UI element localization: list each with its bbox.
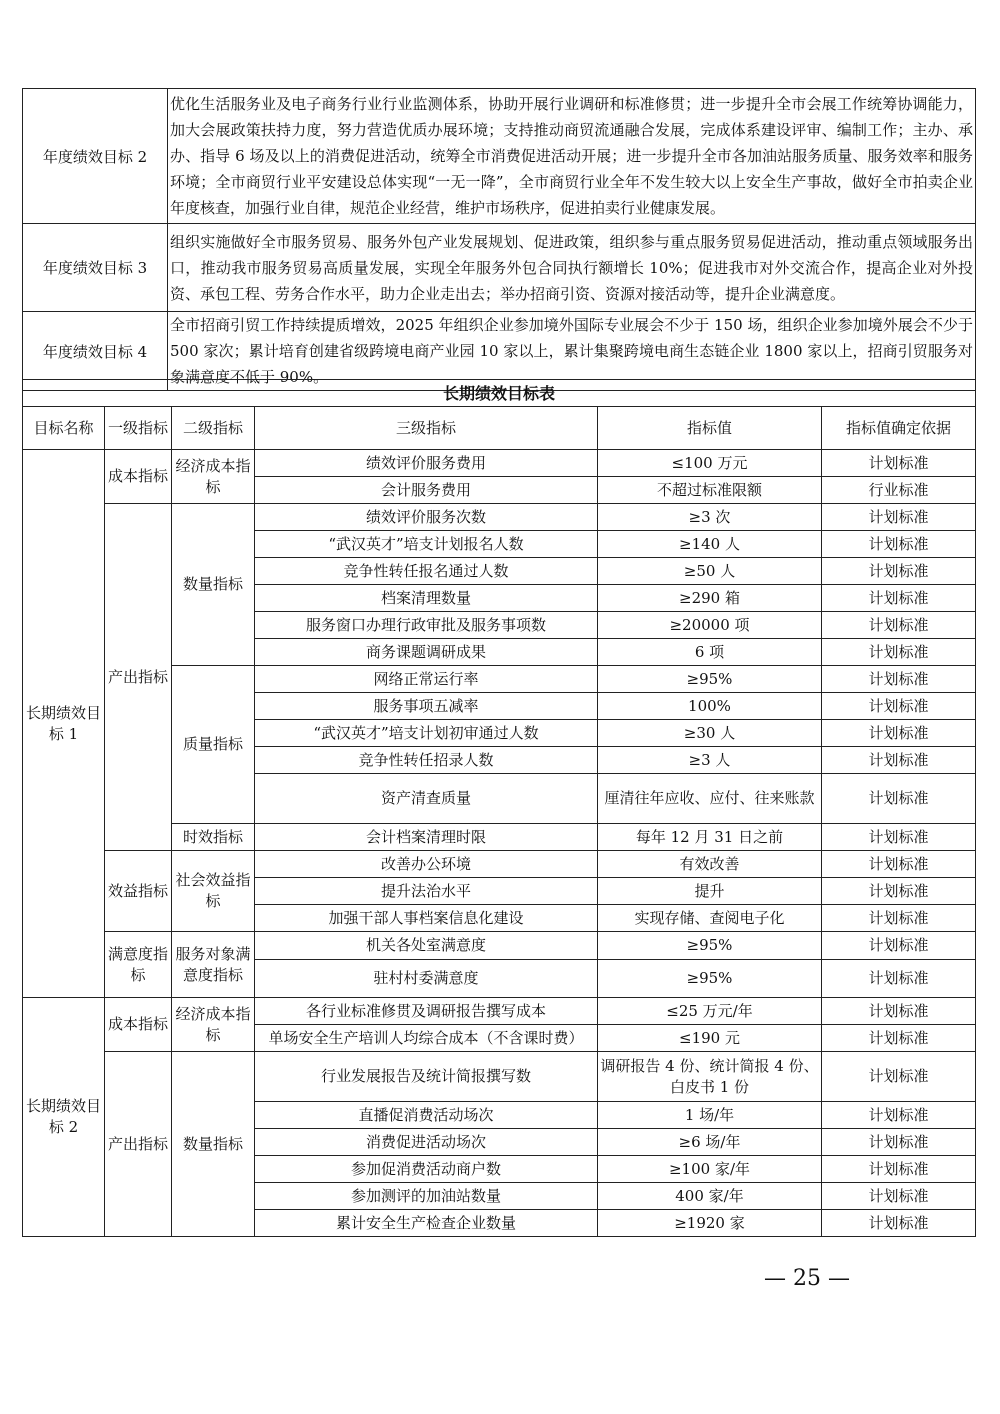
indicator-name: 服务事项五减率 bbox=[255, 693, 598, 720]
table-row bbox=[23, 450, 976, 477]
indicator-name: 服务窗口办理行政审批及服务事项数 bbox=[255, 612, 598, 639]
indicator-value: ≥140 人 bbox=[598, 531, 822, 558]
indicator-value: ≤190 元 bbox=[598, 1025, 822, 1052]
indicator-basis: 计划标准 bbox=[822, 639, 976, 666]
indicator-value: ≥95% bbox=[598, 666, 822, 693]
long-term-goals-table bbox=[22, 379, 976, 1237]
indicator-value: ≥95% bbox=[598, 932, 822, 960]
level1-indicator: 成本指标 bbox=[105, 998, 172, 1052]
level2-indicator: 质量指标 bbox=[172, 666, 255, 824]
indicator-name: 绩效评价服务次数 bbox=[255, 504, 598, 531]
goal-name: 长期绩效目标 2 bbox=[23, 998, 105, 1237]
indicator-value: ≤25 万元/年 bbox=[598, 998, 822, 1025]
indicator-basis: 计划标准 bbox=[822, 531, 976, 558]
indicator-value: ≥95% bbox=[598, 960, 822, 998]
indicator-basis: 计划标准 bbox=[822, 1052, 976, 1102]
column-header: 一级指标 bbox=[105, 407, 172, 450]
indicator-value: ≥20000 项 bbox=[598, 612, 822, 639]
indicator-name: 会计服务费用 bbox=[255, 477, 598, 504]
indicator-basis: 计划标准 bbox=[822, 666, 976, 693]
indicator-name: 累计安全生产检查企业数量 bbox=[255, 1210, 598, 1237]
indicator-value: 100% bbox=[598, 693, 822, 720]
indicator-basis: 计划标准 bbox=[822, 558, 976, 585]
indicator-basis: 计划标准 bbox=[822, 693, 976, 720]
indicator-name: 参加促消费活动商户数 bbox=[255, 1156, 598, 1183]
table-row bbox=[23, 851, 976, 878]
level2-indicator: 经济成本指标 bbox=[172, 998, 255, 1052]
annual-goal-text: 全市招商引贸工作持续提质增效，2025 年组织企业参加境外国际专业展会不少于 150 场，组织企业参加境外展会不少于 500 家次；累计培育创建省级跨境电商产业园 10 家以上，累计集聚跨境电商生态链企业 1800 家以上，招商引贸服务对象满意度不低于 90%。 bbox=[168, 312, 976, 391]
level1-indicator: 成本指标 bbox=[105, 450, 172, 504]
indicator-value: 400 家/年 bbox=[598, 1183, 822, 1210]
indicator-basis: 计划标准 bbox=[822, 450, 976, 477]
indicator-name: 竞争性转任招录人数 bbox=[255, 747, 598, 774]
indicator-value: ≥30 人 bbox=[598, 720, 822, 747]
indicator-name: 会计档案清理时限 bbox=[255, 824, 598, 851]
column-header: 三级指标 bbox=[255, 407, 598, 450]
level2-indicator: 经济成本指标 bbox=[172, 450, 255, 504]
indicator-value: ≥3 次 bbox=[598, 504, 822, 531]
indicator-name: 竞争性转任报名通过人数 bbox=[255, 558, 598, 585]
indicator-value: ≥6 场/年 bbox=[598, 1129, 822, 1156]
indicator-value: 厘清往年应收、应付、往来账款 bbox=[598, 774, 822, 824]
level1-indicator: 产出指标 bbox=[105, 504, 172, 851]
annual-goal-row bbox=[23, 89, 976, 224]
annual-goal-label: 年度绩效目标 4 bbox=[23, 312, 168, 391]
indicator-name: 行业发展报告及统计简报撰写数 bbox=[255, 1052, 598, 1102]
indicator-basis: 计划标准 bbox=[822, 1102, 976, 1129]
indicator-value: ≥290 箱 bbox=[598, 585, 822, 612]
indicator-value: ≤100 万元 bbox=[598, 450, 822, 477]
indicator-basis: 计划标准 bbox=[822, 747, 976, 774]
indicator-basis: 计划标准 bbox=[822, 1210, 976, 1237]
indicator-name: 绩效评价服务费用 bbox=[255, 450, 598, 477]
indicator-name: 网络正常运行率 bbox=[255, 666, 598, 693]
level2-indicator: 数量指标 bbox=[172, 1052, 255, 1237]
indicator-name: 驻村村委满意度 bbox=[255, 960, 598, 998]
indicator-basis: 计划标准 bbox=[822, 1156, 976, 1183]
indicator-name: 商务课题调研成果 bbox=[255, 639, 598, 666]
table-row bbox=[23, 407, 976, 450]
indicator-basis: 计划标准 bbox=[822, 585, 976, 612]
indicator-name: 提升法治水平 bbox=[255, 878, 598, 905]
indicator-name: “武汉英才”培支计划报名人数 bbox=[255, 531, 598, 558]
indicator-basis: 行业标准 bbox=[822, 477, 976, 504]
level2-indicator: 社会效益指标 bbox=[172, 851, 255, 932]
indicator-name: 参加测评的加油站数量 bbox=[255, 1183, 598, 1210]
table-row bbox=[23, 998, 976, 1025]
indicator-value: 1 场/年 bbox=[598, 1102, 822, 1129]
indicator-basis: 计划标准 bbox=[822, 960, 976, 998]
annual-goal-label: 年度绩效目标 3 bbox=[23, 224, 168, 312]
indicator-basis: 计划标准 bbox=[822, 905, 976, 932]
table-row bbox=[23, 504, 976, 531]
indicator-value: 有效改善 bbox=[598, 851, 822, 878]
indicator-name: 机关各处室满意度 bbox=[255, 932, 598, 960]
indicator-name: 消费促进活动场次 bbox=[255, 1129, 598, 1156]
level1-indicator: 效益指标 bbox=[105, 851, 172, 932]
table-row bbox=[23, 1052, 976, 1102]
table-row bbox=[23, 380, 976, 407]
column-header: 指标值确定依据 bbox=[822, 407, 976, 450]
indicator-name: 加强干部人事档案信息化建设 bbox=[255, 905, 598, 932]
annual-goal-label: 年度绩效目标 2 bbox=[23, 89, 168, 224]
indicator-value: 调研报告 4 份、统计简报 4 份、白皮书 1 份 bbox=[598, 1052, 822, 1102]
indicator-value: 每年 12 月 31 日之前 bbox=[598, 824, 822, 851]
indicator-value: ≥1920 家 bbox=[598, 1210, 822, 1237]
indicator-basis: 计划标准 bbox=[822, 612, 976, 639]
indicator-name: 档案清理数量 bbox=[255, 585, 598, 612]
indicator-name: 资产清查质量 bbox=[255, 774, 598, 824]
indicator-name: “武汉英才”培支计划初审通过人数 bbox=[255, 720, 598, 747]
indicator-basis: 计划标准 bbox=[822, 998, 976, 1025]
indicator-basis: 计划标准 bbox=[822, 851, 976, 878]
indicator-name: 各行业标准修贯及调研报告撰写成本 bbox=[255, 998, 598, 1025]
indicator-basis: 计划标准 bbox=[822, 878, 976, 905]
level2-indicator: 时效指标 bbox=[172, 824, 255, 851]
indicator-name: 改善办公环境 bbox=[255, 851, 598, 878]
goal-name: 长期绩效目标 1 bbox=[23, 450, 105, 998]
column-header: 目标名称 bbox=[23, 407, 105, 450]
column-header: 指标值 bbox=[598, 407, 822, 450]
annual-goal-text: 优化生活服务业及电子商务行业行业监测体系，协助开展行业调研和标准修贯；进一步提升全市会展工作统筹协调能力，加大会展政策扶持力度，努力营造优质办展环境；支持推动商贸流通融合发展，完成体系建设评审、编制工作；主办、承办、指导 6 场及以上的消费促进活动，统筹全市消费促进活动开展；进一步提升全市各加油站服务质量、服务效率和服务环境；全市商贸行业平安建设总体实现“一无一降”，全市商贸行业全年不发生较大以上安全生产事故，做好全市拍卖企业年度核查，加强行业自律，规范企业经营，维护市场秩序，促进拍卖行业健康发展。 bbox=[168, 89, 976, 224]
indicator-basis: 计划标准 bbox=[822, 1129, 976, 1156]
indicator-value: 不超过标准限额 bbox=[598, 477, 822, 504]
page-number: — 25 — bbox=[764, 1266, 850, 1291]
indicator-basis: 计划标准 bbox=[822, 504, 976, 531]
indicator-value: ≥50 人 bbox=[598, 558, 822, 585]
indicator-basis: 计划标准 bbox=[822, 824, 976, 851]
table-row bbox=[23, 932, 976, 960]
annual-goals-table bbox=[22, 88, 976, 391]
indicator-value: ≥100 家/年 bbox=[598, 1156, 822, 1183]
indicator-value: 6 项 bbox=[598, 639, 822, 666]
indicator-basis: 计划标准 bbox=[822, 1025, 976, 1052]
indicator-name: 单场安全生产培训人均综合成本（不含课时费） bbox=[255, 1025, 598, 1052]
table-title: 长期绩效目标表 bbox=[23, 380, 976, 407]
level1-indicator: 产出指标 bbox=[105, 1052, 172, 1237]
indicator-name: 直播促消费活动场次 bbox=[255, 1102, 598, 1129]
indicator-value: ≥3 人 bbox=[598, 747, 822, 774]
indicator-value: 提升 bbox=[598, 878, 822, 905]
indicator-basis: 计划标准 bbox=[822, 774, 976, 824]
indicator-basis: 计划标准 bbox=[822, 932, 976, 960]
indicator-value: 实现存储、查阅电子化 bbox=[598, 905, 822, 932]
annual-goal-row bbox=[23, 224, 976, 312]
annual-goal-text: 组织实施做好全市服务贸易、服务外包产业发展规划、促进政策，组织参与重点服务贸易促进活动，推动重点领域服务出口，推动我市服务贸易高质量发展，实现全年服务外包合同执行额增长 10%；促进我市对外交流合作，提高企业对外投资、承包工程、劳务合作水平，助力企业走出去；举办招商引资、资源对接活动等，提升企业满意度。 bbox=[168, 224, 976, 312]
level2-indicator: 数量指标 bbox=[172, 504, 255, 666]
level2-indicator: 服务对象满意度指标 bbox=[172, 932, 255, 998]
column-header: 二级指标 bbox=[172, 407, 255, 450]
level1-indicator: 满意度指标 bbox=[105, 932, 172, 998]
indicator-basis: 计划标准 bbox=[822, 1183, 976, 1210]
indicator-basis: 计划标准 bbox=[822, 720, 976, 747]
